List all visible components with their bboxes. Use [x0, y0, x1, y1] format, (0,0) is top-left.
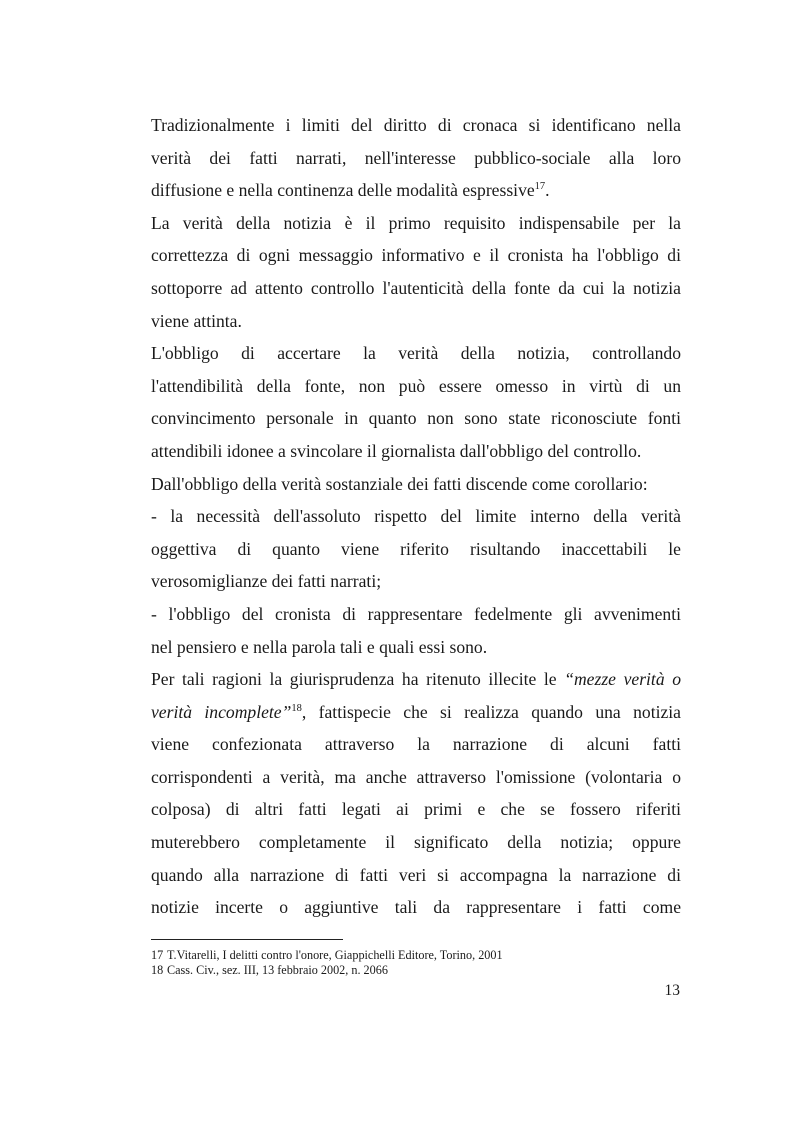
paragraph-line: - l'obbligo del cronista di rappresentare fedelmente gli avvenimenti: [151, 603, 681, 624]
paragraph-line: - la necessità dell'assoluto rispetto del limite interno della verità: [151, 506, 681, 527]
footnote-ref-18: 18: [291, 702, 302, 714]
paragraph-last-line: [151, 174, 681, 207]
footnote-number: 17: [151, 948, 164, 962]
footnote-number: 18: [151, 963, 164, 977]
paragraph-line: muterebbero completamente il significato della notizia; oppure: [151, 832, 681, 853]
paragraph-last-line: nel pensiero e nella parola tali e quali essi sono.: [151, 636, 488, 657]
paragraph-line: convincimento personale in quanto non sono state riconosciute fonti: [151, 408, 681, 429]
text-run: diffusione e nella continenza delle modalità espressive: [151, 180, 535, 201]
paragraph-line: correttezza di ogni messaggio informativo e il cronista ha l'obbligo di: [151, 245, 681, 266]
paragraph-line: sottoporre ad attento controllo l'autenticità della fonte da cui la notizia: [151, 277, 681, 298]
footnote-17: [151, 948, 681, 963]
footnote-text: Cass. Civ., sez. III, 13 febbraio 2002, n. 2066: [167, 963, 388, 977]
text-run: .: [545, 180, 550, 201]
paragraph-line: L'obbligo di accertare la verità della notizia, controllando: [151, 343, 681, 364]
text-run: Per tali ragioni la giurisprudenza ha ritenuto illecite le: [151, 669, 565, 690]
footnote-separator: [151, 939, 343, 940]
paragraph-line: colposa) di altri fatti legati ai primi e che se fossero riferiti: [151, 799, 681, 820]
italic-quote: verità incomplete”: [151, 701, 292, 722]
paragraph-line: La verità della notizia è il primo requisito indispensabile per la: [151, 212, 681, 233]
text-run: , fattispecie che si realizza quando una notizia: [301, 701, 681, 722]
paragraph-line: verità dei fatti narrati, nell'interesse pubblico-sociale alla loro: [151, 147, 681, 168]
footnote-18: [151, 963, 681, 978]
footnote-text: T.Vitarelli, I delitti contro l'onore, Giappichelli Editore, Torino, 2001: [167, 948, 503, 962]
paragraph-line: quando alla narrazione di fatti veri si accompagna la narrazione di: [151, 864, 681, 885]
footnote-ref-17: 17: [534, 181, 546, 193]
paragraph-line: oggettiva di quanto viene riferito risultando inaccettabili le: [151, 538, 681, 559]
page-number: 13: [664, 982, 680, 999]
paragraph-last-line: viene attinta.: [151, 310, 242, 331]
paragraph-last-line: attendibili idonee a svincolare il giornalista dall'obbligo del controllo.: [151, 440, 642, 461]
italic-quote: “mezze verità o: [564, 669, 681, 690]
paragraph-line: [151, 696, 681, 729]
footnotes: [151, 948, 681, 978]
paragraph-line: viene confezionata attraverso la narrazione di alcuni fatti: [151, 734, 681, 755]
paragraph-last-line: verosomiglianze dei fatti narrati;: [151, 571, 382, 592]
paragraph-line: [151, 663, 681, 696]
paragraph-line: corrispondenti a verità, ma anche attraverso l'omissione (volontaria o: [151, 766, 681, 787]
body-text: [151, 109, 681, 924]
paragraph-line: Tradizionalmente i limiti del diritto di cronaca si identificano nella: [151, 115, 681, 135]
paragraph-last-line: Dall'obbligo della verità sostanziale dei fatti discende come corollario:: [151, 473, 648, 494]
paragraph-line: notizie incerte o aggiuntive tali da rappresentare i fatti come: [151, 897, 681, 918]
paragraph-line: l'attendibilità della fonte, non può essere omesso in virtù di un: [151, 375, 681, 396]
